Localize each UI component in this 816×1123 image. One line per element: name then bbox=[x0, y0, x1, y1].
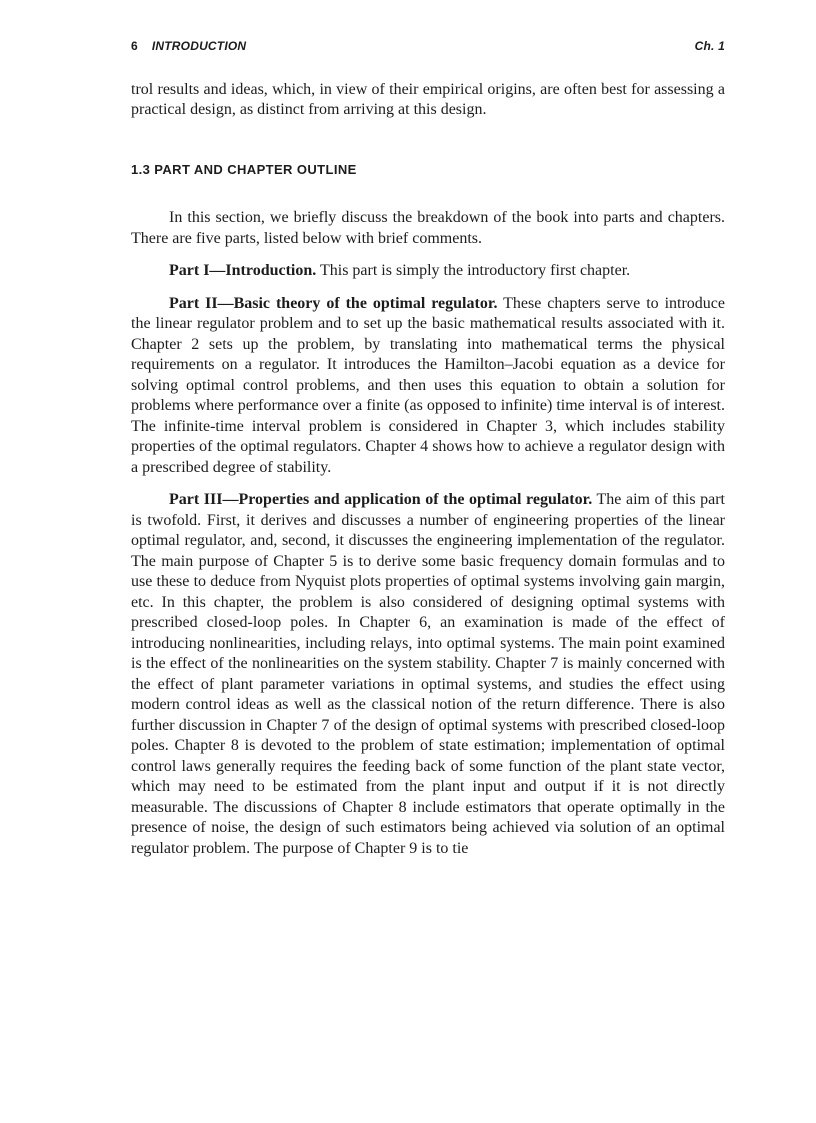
running-head-left bbox=[131, 36, 246, 57]
book-page bbox=[131, 36, 725, 859]
chapter-reference: Ch. 1 bbox=[694, 39, 725, 53]
running-head bbox=[131, 36, 725, 57]
part-2-title: Part II—Basic theory of the optimal regulator. bbox=[169, 294, 498, 312]
part-1-paragraph bbox=[131, 261, 725, 282]
part-2-paragraph bbox=[131, 294, 725, 479]
part-3-text: The aim of this part is twofold. First, it derives and discusses a number of engineering properties of the linear optimal regulator, and, second, it discusses the engineering implementation of the regulator. The main purpose of Chapter 5 is to derive some basic frequency domain formulas and to use these to deduce from Nyquist plots properties of optimal systems involving gain margin, etc. In this chapter, the problem is also considered of designing optimal systems with prescribed closed-loop poles. In Chapter 6, an examination is made of the effect of introducing nonlinearities, including relays, into optimal systems. The main point examined is the effect of the nonlinearities on the system stability. Chapter 7 is mainly concerned with the effect of plant parameter variations in optimal systems, and studies the effect using modern control ideas as well as the classical notion of the return difference. There is also further discussion in Chapter 7 of the design of optimal systems with prescribed closed-loop poles. Chapter 8 is devoted to the problem of state estimation; implementation of optimal control laws generally requires the feeding back of some function of the plant state vector, which may need to be estimated from the plant input and output if it is not directly measurable. The discussions of Chapter 8 include estimators that operate optimally in the presence of noise, the design of such estimators being achieved via solution of an optimal regulator problem. The purpose of Chapter 9 is to tie bbox=[131, 491, 725, 857]
part-1-text: This part is simply the introductory first chapter. bbox=[319, 262, 631, 279]
part-1-title: Part I—Introduction. bbox=[169, 262, 317, 279]
chapter-title: INTRODUCTION bbox=[151, 39, 247, 53]
part-2-text: These chapters serve to introduce the linear regulator problem and to set up the basic mathematical results associated with it. Chapter 2 sets up the problem, by translating into mathematical terms the physical requirements on a regulator. It introduces the Hamilton–Jacobi equation as a device for solving optimal control problems, and then uses this equation to obtain a solution for problems where performance over a finite (as opposed to infinite) time interval is of interest. The infinite-time interval problem is considered in Chapter 3, which includes stability properties of the optimal regulators. Chapter 4 shows how to achieve a regulator design with a prescribed degree of stability. bbox=[131, 294, 725, 476]
section-intro-paragraph: In this section, we briefly discuss the breakdown of the book into parts and chapters. There are five parts, listed below with brief comments. bbox=[131, 209, 725, 247]
part-3-title: Part III—Properties and application of the optimal regulator. bbox=[169, 491, 593, 508]
part-3-paragraph bbox=[131, 490, 725, 859]
page-number: 6 bbox=[131, 39, 138, 53]
section-heading: 1.3 PART AND CHAPTER OUTLINE bbox=[131, 161, 357, 177]
continuation-paragraph: trol results and ideas, which, in view of their empirical origins, are often best for assessing a practical design, as distinct from arriving at this design. bbox=[131, 80, 725, 118]
